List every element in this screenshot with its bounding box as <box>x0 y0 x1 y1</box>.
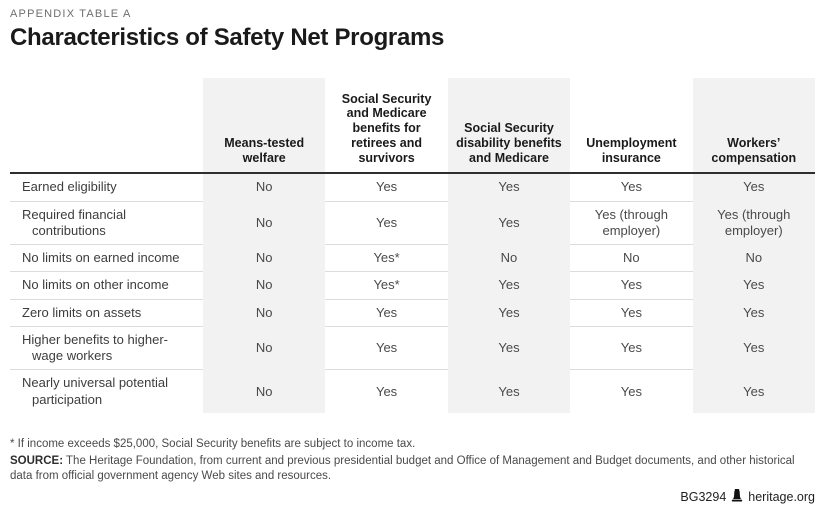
table-cell: Yes <box>325 173 447 201</box>
table-cell: Yes <box>448 173 570 201</box>
row-label: Required financial contributions <box>10 201 203 245</box>
table-cell: Yes <box>325 326 447 370</box>
table-cell: No <box>448 245 570 272</box>
table-cell: No <box>693 245 815 272</box>
header-spacer <box>10 78 203 173</box>
table-cell: Yes <box>570 173 692 201</box>
table-row-3 <box>10 245 815 272</box>
column-header-2: Social Security and Medicare benefits for retirees and survivors <box>325 78 447 173</box>
table-cell: Yes <box>375 383 398 399</box>
column-header-1: Means-tested welfare <box>203 78 325 173</box>
table-cell: Yes (through employer) <box>693 201 815 245</box>
table-cell: No <box>203 272 325 299</box>
table-cell: Yes <box>325 201 447 245</box>
table-row-7 <box>10 370 815 413</box>
row-label: Higher benefits to higher-wage workers <box>10 326 203 370</box>
table-cell: Yes <box>693 370 815 413</box>
kicker: APPENDIX TABLE A <box>10 8 132 20</box>
table-cell: Yes <box>448 370 570 413</box>
table-cell: Yes* <box>325 245 447 272</box>
table-row-1 <box>10 173 815 201</box>
table-row-5 <box>10 299 815 326</box>
row-label: No limits on earned income <box>10 245 203 272</box>
table-cell: No <box>203 173 325 201</box>
table-cell: Yes <box>693 173 815 201</box>
row-label: Nearly universal potential participation <box>22 375 168 407</box>
column-header-4: Unemployment insurance <box>570 78 692 173</box>
table-row-4 <box>10 272 815 299</box>
site-name: heritage.org <box>748 490 815 504</box>
row-label: No limits on other income <box>10 272 203 299</box>
liberty-bell-icon <box>731 489 743 505</box>
table-row-6 <box>10 326 815 370</box>
table-cell: Yes (through employer) <box>570 201 692 245</box>
table-cell: Yes <box>570 326 692 370</box>
table-cell: No <box>203 201 325 245</box>
row-label: Zero limits on assets <box>10 299 203 326</box>
table-cell: No <box>203 299 325 326</box>
table-cell: Yes <box>693 299 815 326</box>
table-cell: Yes <box>570 299 692 326</box>
table-cell: Yes <box>620 383 642 399</box>
source-line <box>10 454 815 484</box>
table-cell: Yes <box>570 272 692 299</box>
document-id: BG3294 <box>680 490 727 504</box>
row-label: Earned eligibility <box>10 173 203 201</box>
table-row-2 <box>10 201 815 245</box>
table-cell: Yes <box>693 326 815 370</box>
column-header-5: Workers’ compensation <box>693 78 815 173</box>
table-cell: Yes <box>693 272 815 299</box>
column-header-3: Social Security disability benefits and Medicare <box>448 78 570 173</box>
safety-net-table <box>10 78 815 413</box>
table-body <box>10 173 815 413</box>
source-label: SOURCE: <box>10 454 64 467</box>
table-cell: Yes <box>448 201 570 245</box>
table-cell: No <box>203 370 325 413</box>
page-footer <box>680 489 815 505</box>
table-cell: Yes <box>448 272 570 299</box>
table-cell: No <box>203 245 325 272</box>
table-cell: No <box>570 245 692 272</box>
table-cell: Yes <box>325 299 447 326</box>
table-cell: Yes <box>448 326 570 370</box>
footnote: * If income exceeds $25,000, Social Security benefits are subject to income tax. <box>10 437 416 450</box>
page-title: Characteristics of Safety Net Programs <box>10 24 445 51</box>
header-row <box>10 78 815 173</box>
table-cell: Yes* <box>325 272 447 299</box>
table-cell: Yes <box>448 299 570 326</box>
table-cell: No <box>203 326 325 370</box>
source-text: The Heritage Foundation, from current and previous presidential budget and Office of Management and Budget documents, and other historical data from official government agency Web sites and resources. <box>10 454 795 482</box>
